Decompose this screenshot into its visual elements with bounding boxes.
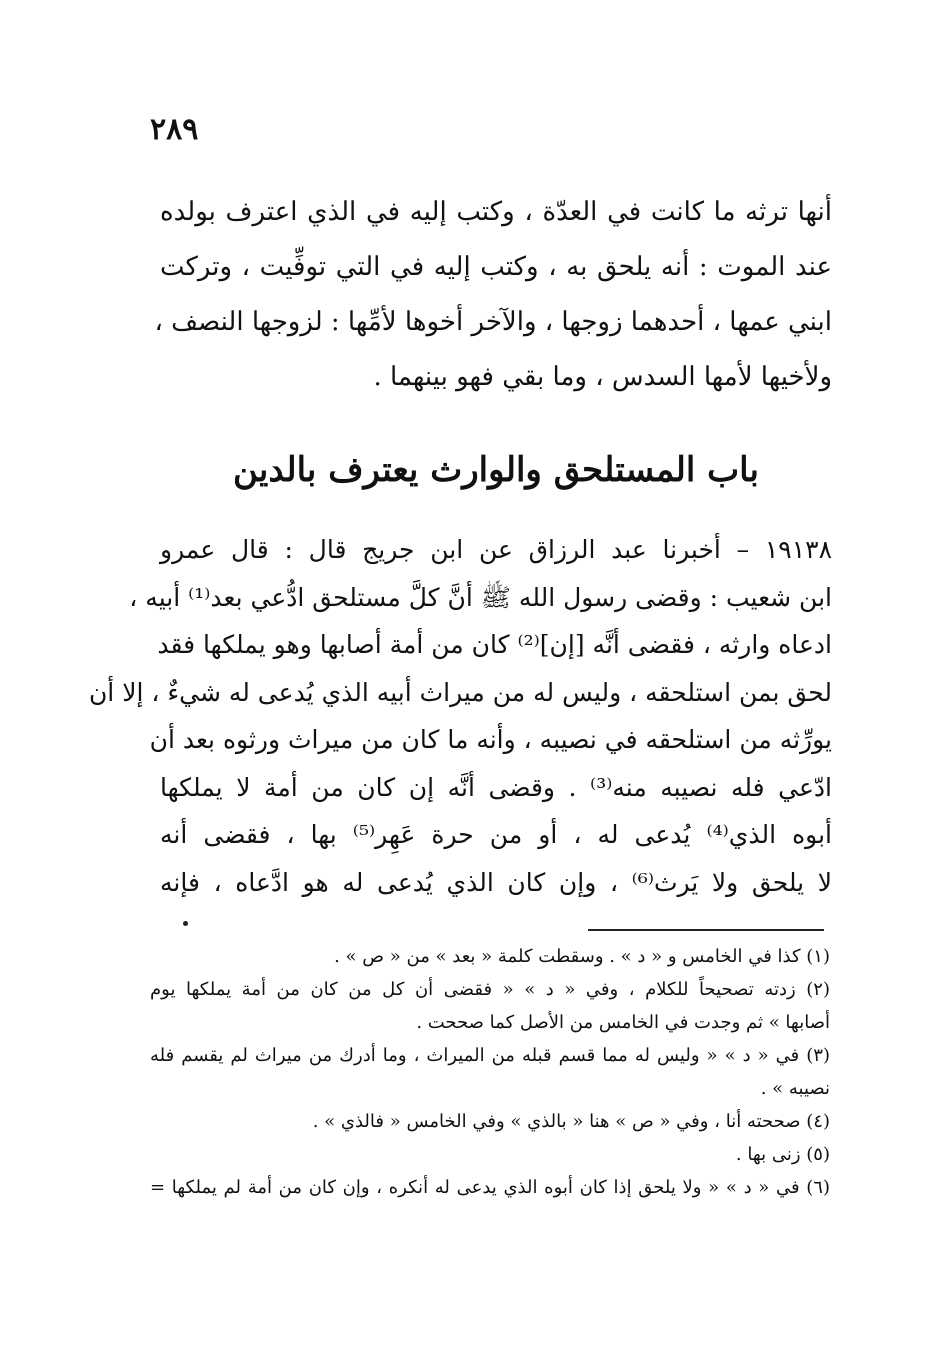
hadith-line: ابن شعيب : وقضى رسول الله ﷺ أنَّ كلَّ مستلحق ادُّعي بعد⁽¹⁾ أبيه ، xyxy=(129,582,832,612)
footnote-line: (٣) في « د » « وليس له مما قسم قبله من الميراث ، وما أدرك من ميراث لم يقسم فله xyxy=(150,1045,830,1066)
chapter-heading: باب المستلحق والوارث يعترف بالدين xyxy=(233,450,759,490)
footnote-line: (٥) زنى بها . xyxy=(735,1144,830,1165)
hadith-line: ادعاه وارثه ، فقضى أنَّه [إن]⁽²⁾ كان من أمة أصابها وهو يملكها فقد xyxy=(157,630,832,659)
footnote-line: نصيبه » . xyxy=(760,1078,830,1099)
footnote-line: (٦) في « د » « ولا يلحق إذا كان أبوه الذي يدعى له أنكره ، وإن كان من أمة لم يملكها = xyxy=(150,1177,830,1198)
hadith-line: لحق بمن استلحقه ، وليس له من ميراث أبيه الذي يُدعى له شيءٌ ، إلا أن xyxy=(88,677,832,707)
footnote-line: أصابها » ثم وجدت في الخامس من الأصل كما صححت . xyxy=(416,1012,830,1033)
hadith-line: ادّعي فله نصيبه منه⁽³⁾ . وقضى أنَّه إن كان من أمة لا يملكها xyxy=(160,772,832,802)
page-number: ٢٨٩ xyxy=(150,112,199,147)
hadith-line: لا يلحق ولا يَرث⁽⁶⁾ ، وإن كان الذي يُدعى له هو ادَّعاه ، فإنه xyxy=(160,867,832,897)
footnote-divider xyxy=(588,929,824,931)
hadith-line: أبوه الذي⁽⁴⁾ يُدعى له ، أو من حرة عَهِر⁽⁵⁾ بها ، فقضى أنه xyxy=(160,820,832,849)
hadith-paragraph xyxy=(88,526,832,906)
hadith-line: يورِّثه من استلحقه في نصيبه ، وأنه ما كان من ميراث ورثوه بعد أن xyxy=(149,725,832,754)
ink-dot xyxy=(183,921,188,926)
intro-line: عند الموت : أنه يلحق به ، وكتب إليه في التي توفِّيت ، وتركت xyxy=(160,252,832,282)
hadith-line: ١٩١٣٨ – أخبرنا عبد الرزاق عن ابن جريج قال : قال عمرو xyxy=(160,535,832,564)
intro-paragraph xyxy=(154,185,832,405)
intro-line: أنها ترثه ما كانت في العدّة ، وكتب إليه في الذي اعترف بولده xyxy=(160,197,832,227)
footnote-line: (٢) زدته تصحيحاً للكلام ، وفي « د » « فقضى أن كل من كان من أمة يملكها يوم xyxy=(150,979,830,1000)
intro-line: ابني عمها ، أحدهما زوجها ، والآخر أخوها لأمِّها : لزوجها النصف ، xyxy=(154,307,832,337)
intro-line: ولأخيها لأمها السدس ، وما بقي فهو بينهما . xyxy=(373,362,832,392)
footnote-line: (١) كذا في الخامس و « د » . وسقطت كلمة « بعد » من « ص » . xyxy=(334,946,830,967)
footnotes xyxy=(150,940,830,1204)
footnote-line: (٤) صححته أنا ، وفي « ص » هنا « بالذي » وفي الخامس « فالذي » . xyxy=(312,1111,830,1132)
